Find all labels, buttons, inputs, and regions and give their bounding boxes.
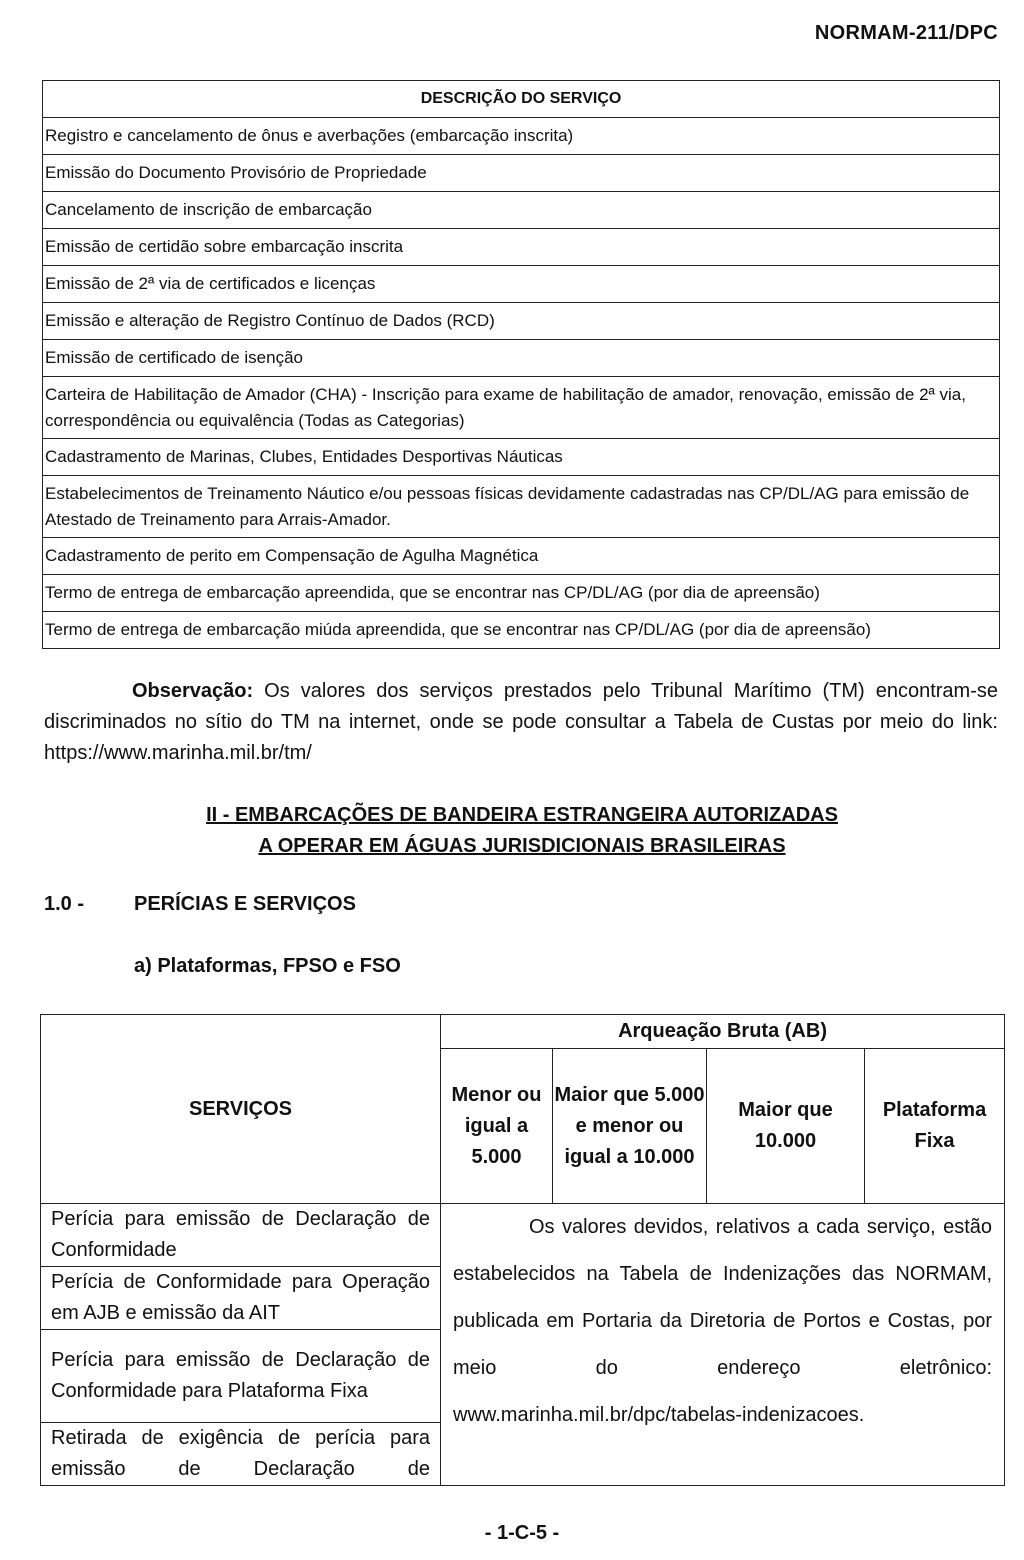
- service-description-table: [42, 80, 1000, 649]
- service-cell: Perícia para emissão de Declaração de Conformidade: [41, 1204, 441, 1267]
- col-header-up-to-5000: Menor ou igual a 5.000: [441, 1049, 553, 1204]
- table-header: DESCRIÇÃO DO SERVIÇO: [43, 81, 1000, 118]
- gross-tonnage-header: Arqueação Bruta (AB): [441, 1015, 1005, 1049]
- col-header-over-10000: Maior que 10.000: [707, 1049, 865, 1204]
- section-title-line-2: A OPERAR EM ÁGUAS JURISDICIONAIS BRASILEIRAS: [258, 835, 786, 857]
- table-row: Emissão do Documento Provisório de Propriedade: [43, 155, 1000, 192]
- subitem-label: a) Plataformas, FPSO e FSO: [134, 955, 401, 977]
- table-row: Registro e cancelamento de ônus e averbações (embarcação inscrita): [43, 118, 1000, 155]
- gross-tonnage-table: [40, 1014, 1005, 1486]
- document-id: NORMAM-211/DPC: [814, 22, 998, 44]
- observation-text: Os valores dos serviços prestados pelo Tribunal Marítimo (TM) encontram-se discriminados no sítio do TM na internet, onde se pode consultar a Tabela de Custas por meio do link: https://www.marinha.mil.br/tm/: [44, 680, 998, 764]
- col-header-5000-to-10000: Maior que 5.000 e menor ou igual a 10.000: [553, 1049, 707, 1204]
- table-row: Termo de entrega de embarcação apreendida, que se encontrar nas CP/DL/AG (por dia de apreensão): [43, 575, 1000, 612]
- service-cell: Perícia para emissão de Declaração de Conformidade para Plataforma Fixa: [41, 1330, 441, 1423]
- table-row: Emissão de 2ª via de certificados e licenças: [43, 266, 1000, 303]
- table-row: Cadastramento de Marinas, Clubes, Entidades Desportivas Náuticas: [43, 439, 1000, 476]
- fees-note: [441, 1204, 1005, 1486]
- fees-note-text: Os valores devidos, relativos a cada serviço, estão estabelecidos na Tabela de Indenizações das NORMAM, publicada em Portaria da Diretoria de Portos e Costas, por meio do endereço eletrônico: www.marinha.mil.br/dpc/tabelas-indenizacoes.: [453, 1216, 993, 1426]
- observation-paragraph: [44, 676, 998, 769]
- section-title-line-1: II - EMBARCAÇÕES DE BANDEIRA ESTRANGEIRA AUTORIZADAS: [206, 804, 838, 826]
- observation-label: Observação:: [132, 680, 254, 702]
- table-row: Emissão de certificado de isenção: [43, 340, 1000, 377]
- item-title: PERÍCIAS E SERVIÇOS: [134, 893, 356, 915]
- table-row: Cancelamento de inscrição de embarcação: [43, 192, 1000, 229]
- table-row: Termo de entrega de embarcação miúda apreendida, que se encontrar nas CP/DL/AG (por dia de apreensão): [43, 612, 1000, 649]
- services-column-header: SERVIÇOS: [41, 1015, 441, 1204]
- col-header-fixed-platform: Plataforma Fixa: [865, 1049, 1005, 1204]
- service-cell: Perícia de Conformidade para Operação em AJB e emissão da AIT: [41, 1267, 441, 1330]
- section-title: [0, 800, 1024, 862]
- table-row: Estabelecimentos de Treinamento Náutico e/ou pessoas físicas devidamente cadastradas nas CP/DL/AG para emissão de Atestado de Treinamento para Arrais-Amador.: [43, 476, 1000, 538]
- page-number: - 1-C-5 -: [484, 1522, 560, 1544]
- service-cell: Retirada de exigência de perícia para emissão de Declaração de: [41, 1423, 441, 1486]
- table-row: Emissão de certidão sobre embarcação inscrita: [43, 229, 1000, 266]
- table-row: Emissão e alteração de Registro Contínuo de Dados (RCD): [43, 303, 1000, 340]
- table-row: Carteira de Habilitação de Amador (CHA) - Inscrição para exame de habilitação de amador, renovação, emissão de 2ª via, correspondência ou equivalência (Todas as Categorias): [43, 377, 1000, 439]
- item-number: 1.0 -: [44, 893, 85, 915]
- table-row: Cadastramento de perito em Compensação de Agulha Magnética: [43, 538, 1000, 575]
